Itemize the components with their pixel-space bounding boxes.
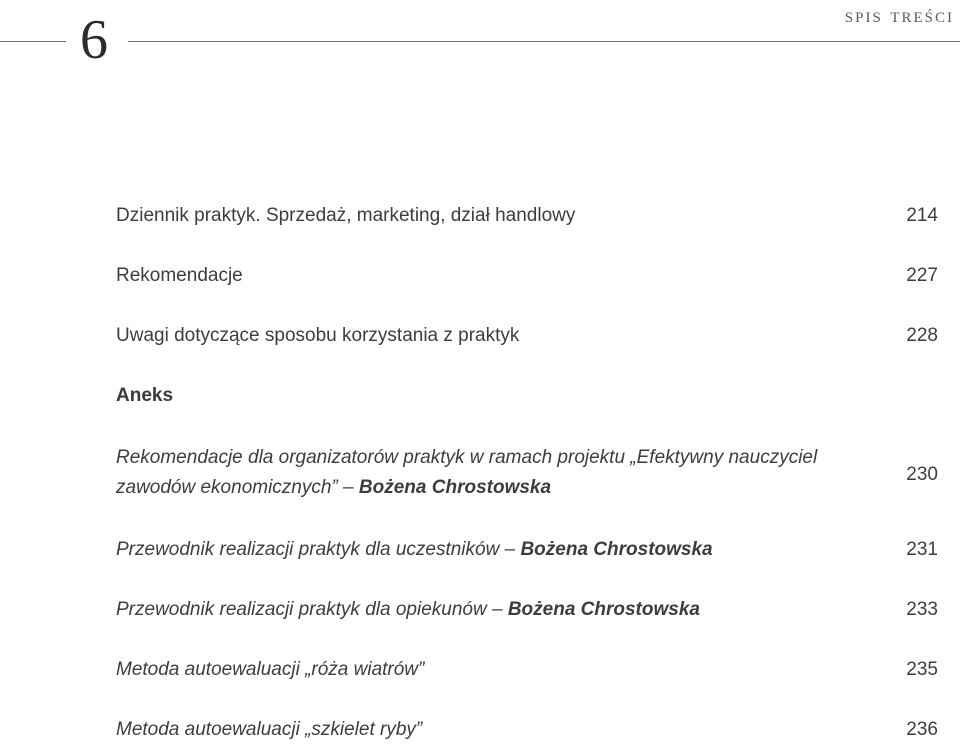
toc-entry-page: 230	[906, 464, 938, 485]
toc-entry-page: 233	[906, 599, 938, 620]
toc-entry-title: Metoda autoewaluacji „róża wiatrów”	[116, 659, 425, 680]
toc-entry-author: Bożena Chrostowska	[507, 599, 700, 620]
toc-entry[interactable]	[116, 201, 938, 231]
toc-entry-author: Bożena Chrostowska	[520, 539, 713, 560]
toc-entry-title-text: Przewodnik realizacji praktyk dla uczestników –	[116, 539, 521, 560]
toc-entry[interactable]	[116, 655, 938, 685]
page-number: 6	[80, 9, 108, 71]
toc-entry-page: 228	[906, 325, 938, 346]
section-title: spis treści	[844, 2, 954, 27]
toc-entry-page: 231	[906, 539, 938, 560]
toc-entry[interactable]	[116, 535, 938, 565]
toc-entry[interactable]	[116, 715, 938, 745]
toc-entry-title	[116, 595, 938, 625]
toc-entry[interactable]	[116, 321, 938, 351]
toc-entry-title-line1: Rekomendacje dla organizatorów praktyk w ramach projektu „Efektywny nauczyciel	[116, 447, 818, 468]
annex-heading: Aneks	[116, 385, 174, 406]
toc-entry-page: 236	[906, 719, 938, 740]
toc-entry-page: 227	[906, 265, 938, 286]
toc-entry-title-line2: zawodów ekonomicznych” –	[116, 477, 359, 498]
toc-entry-title: Dziennik praktyk. Sprzedaż, marketing, dział handlowy	[116, 205, 576, 226]
toc-entry-author: Bożena Chrostowska	[358, 477, 552, 498]
toc-entry[interactable]	[116, 261, 938, 291]
toc-entry-page: 235	[906, 659, 938, 680]
toc-entry-title: Rekomendacje	[116, 265, 243, 286]
toc-entry[interactable]	[116, 595, 938, 625]
toc-entry-title: Uwagi dotyczące sposobu korzystania z praktyk	[116, 325, 520, 346]
toc-entry-page: 214	[906, 205, 938, 226]
header-rule-right	[128, 41, 960, 42]
toc-entry-title: Metoda autoewaluacji „szkielet ryby”	[116, 719, 423, 740]
toc-entry-title-text: Przewodnik realizacji praktyk dla opiekunów –	[116, 599, 508, 620]
toc-entry-title	[116, 443, 938, 503]
toc-entry[interactable]	[116, 443, 938, 503]
toc-entry-title	[116, 535, 938, 565]
header-rule-left	[0, 41, 66, 42]
